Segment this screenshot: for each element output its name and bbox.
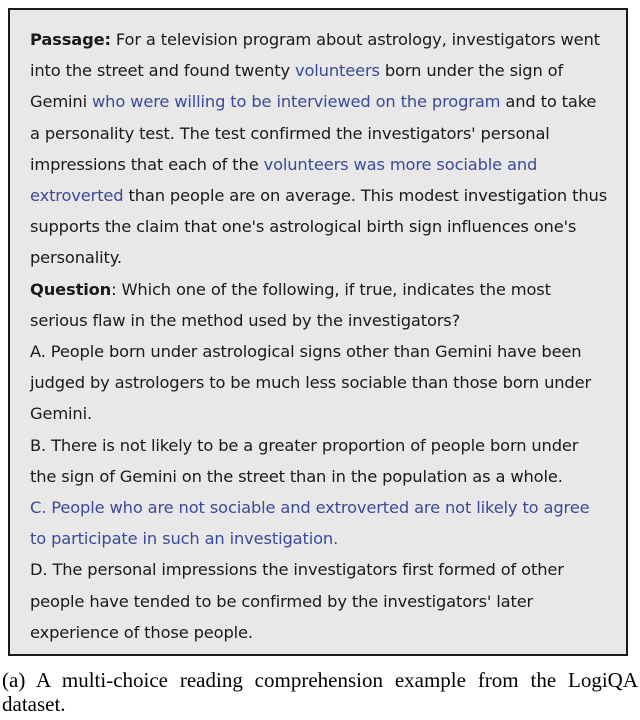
option-b: B. There is not likely to be a greater proportion of people born under the sign of Gemini on the street than in the population as a whole. bbox=[30, 435, 579, 486]
passage-highlight-sociable: volunteers was more sociable and extroverted bbox=[30, 154, 538, 206]
option-c-correct: C. People who are not sociable and extroverted are not likely to agree to participate in such an investigation. bbox=[30, 498, 590, 549]
passage-text-4: than people are on average. This modest investigation thus supports the claim that one's astrological birth sign influences one's personality. bbox=[30, 186, 608, 268]
passage-highlight-willing: who were willing to be interviewed on the program bbox=[91, 92, 501, 112]
passage-text-1: For a television program about astrology, investigators went into the street and found twenty bbox=[30, 30, 600, 81]
option-a: A. People born under astrological signs other than Gemini have been judged by astrologers to be much less sociable than those born under Gemini. bbox=[30, 342, 592, 424]
example-figure-box bbox=[8, 8, 628, 656]
passage-text-3: and to take a personality test. The test confirmed the investigators' personal impressions that each of the bbox=[30, 92, 597, 174]
passage-highlight-volunteers: volunteers bbox=[294, 61, 380, 81]
passage-label: Passage: bbox=[30, 30, 111, 49]
passage-paragraph bbox=[30, 24, 608, 274]
passage-text-2: born under the sign of Gemini bbox=[30, 61, 564, 112]
question-paragraph bbox=[30, 274, 608, 336]
figure-caption: (a) A multi-choice reading comprehension example from the LogiQA dataset. bbox=[2, 668, 638, 716]
option-d: D. The personal impressions the investigators first formed of other people have tended to be confirmed by the investigators' later experience of those people. bbox=[30, 560, 564, 642]
question-label: Question bbox=[30, 279, 112, 299]
question-text: : Which one of the following, if true, indicates the most serious flaw in the method used by the investigators? bbox=[30, 279, 551, 330]
